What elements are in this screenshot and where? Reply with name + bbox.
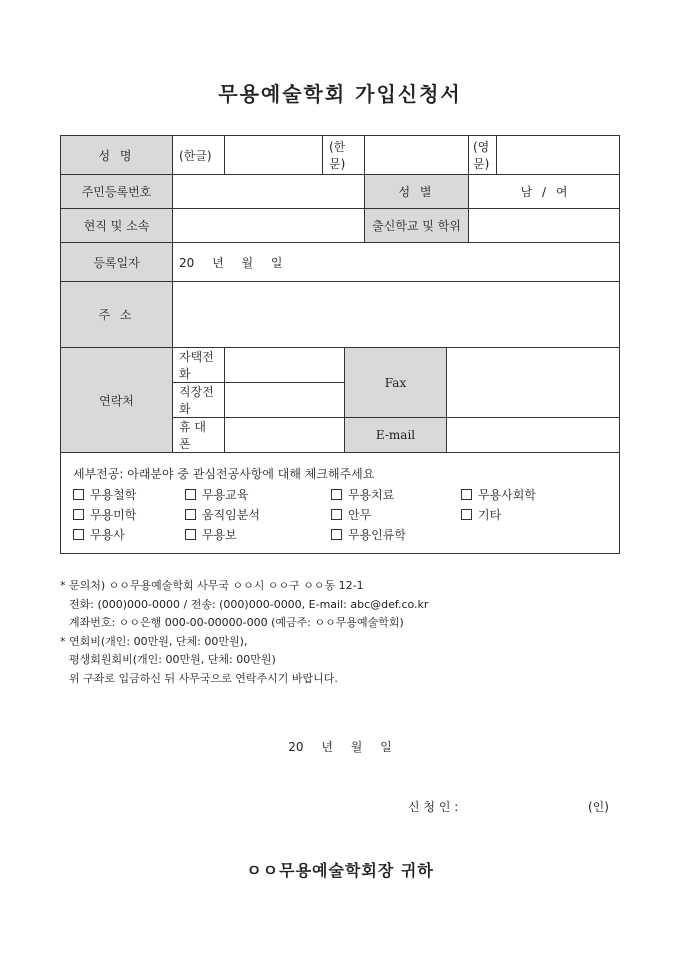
checkbox-icon[interactable] [73,509,84,520]
application-date: 20 년 월 일 [288,740,392,754]
application-form-table [60,135,620,554]
note-contact: * 문의처) ㅇㅇ무용예술학회 사무국 ㅇㅇ시 ㅇㅇ구 ㅇㅇ동 12-1 [60,579,364,592]
fax-field[interactable] [447,348,620,418]
seal-label: (인) [588,800,609,814]
checkbox-icon[interactable] [185,509,196,520]
checkbox-icon[interactable] [185,489,196,500]
regdate-label: 등록일자 [61,243,173,282]
applicant-label: 신 청 인 : [408,800,459,814]
specialty-option[interactable]: 무용사회학 [461,486,601,503]
specialty-option[interactable]: 무용미학 [73,506,185,523]
note-account: 계좌번호: ㅇㅇ은행 000-00-00000-000 (예금주: ㅇㅇ무용예술학회) [69,616,404,629]
contact-label: 연락처 [61,348,173,453]
email-label: E-mail [345,418,447,453]
work-phone-field[interactable] [225,383,345,418]
specialty-option[interactable]: 무용인류학 [331,526,461,543]
regdate-field[interactable]: 20 년 월 일 [173,243,620,282]
note-phone: 전화: (000)000-0000 / 전송: (000)000-0000, E-mail: abc@def.co.kr [69,597,429,611]
hangul-name-field[interactable] [225,136,323,175]
specialty-section [61,453,620,554]
footer-addressee: ㅇㅇ무용예술학회장 귀하 [246,861,434,880]
checkbox-icon[interactable] [461,509,472,520]
specialty-grid [73,486,607,543]
specialty-option[interactable]: 움직임분석 [185,506,331,523]
specialty-option[interactable]: 기타 [461,506,601,523]
checkbox-icon[interactable] [73,489,84,500]
specialty-option[interactable]: 안무 [331,506,461,523]
position-field[interactable] [173,209,365,243]
rrn-label: 주민등록번호 [61,175,173,209]
hangul-label: (한글) [173,136,225,175]
specialty-option[interactable]: 무용치료 [331,486,461,503]
position-label: 현직 및 소속 [61,209,173,243]
specialty-intro: 세부전공: 아래분야 중 관심전공사항에 대해 체크해주세요 [73,467,375,481]
notes-block [60,577,428,688]
hanja-name-field[interactable] [365,136,469,175]
note-annual-fee: * 연회비(개인: 00만원, 단체: 00만원), [60,634,248,648]
checkbox-icon[interactable] [185,529,196,540]
home-phone-label: 자택전화 [173,348,225,383]
school-label: 출신학교 및 학위 [365,209,469,243]
specialty-option[interactable]: 무용사 [73,526,185,543]
work-phone-label: 직장전화 [173,383,225,418]
rrn-field[interactable] [173,175,365,209]
english-label: (영문) [469,136,497,175]
specialty-option[interactable]: 무용철학 [73,486,185,503]
email-field[interactable] [447,418,620,453]
english-name-field[interactable] [497,136,620,175]
mobile-field[interactable] [225,418,345,453]
checkbox-icon[interactable] [331,489,342,500]
form-title: 무용예술학회 가입신청서 [218,82,462,106]
address-field[interactable] [173,282,620,348]
school-field[interactable] [469,209,620,243]
hanja-label: (한문) [323,136,365,175]
checkbox-icon[interactable] [331,509,342,520]
gender-label: 성 별 [365,175,469,209]
checkbox-icon[interactable] [73,529,84,540]
mobile-label: 휴 대 폰 [173,418,225,453]
home-phone-field[interactable] [225,348,345,383]
gender-options[interactable]: 남 / 여 [469,175,620,209]
checkbox-icon[interactable] [331,529,342,540]
note-instruction: 위 구좌로 입금하신 뒤 사무국으로 연락주시기 바랍니다. [69,671,338,685]
note-lifetime-fee: 평생회원회비(개인: 00만원, 단체: 00만원) [69,653,276,666]
address-label: 주 소 [61,282,173,348]
name-label: 성 명 [61,136,173,175]
specialty-option[interactable]: 무용교육 [185,486,331,503]
specialty-option[interactable]: 무용보 [185,526,331,543]
checkbox-icon[interactable] [461,489,472,500]
fax-label: Fax [345,348,447,418]
